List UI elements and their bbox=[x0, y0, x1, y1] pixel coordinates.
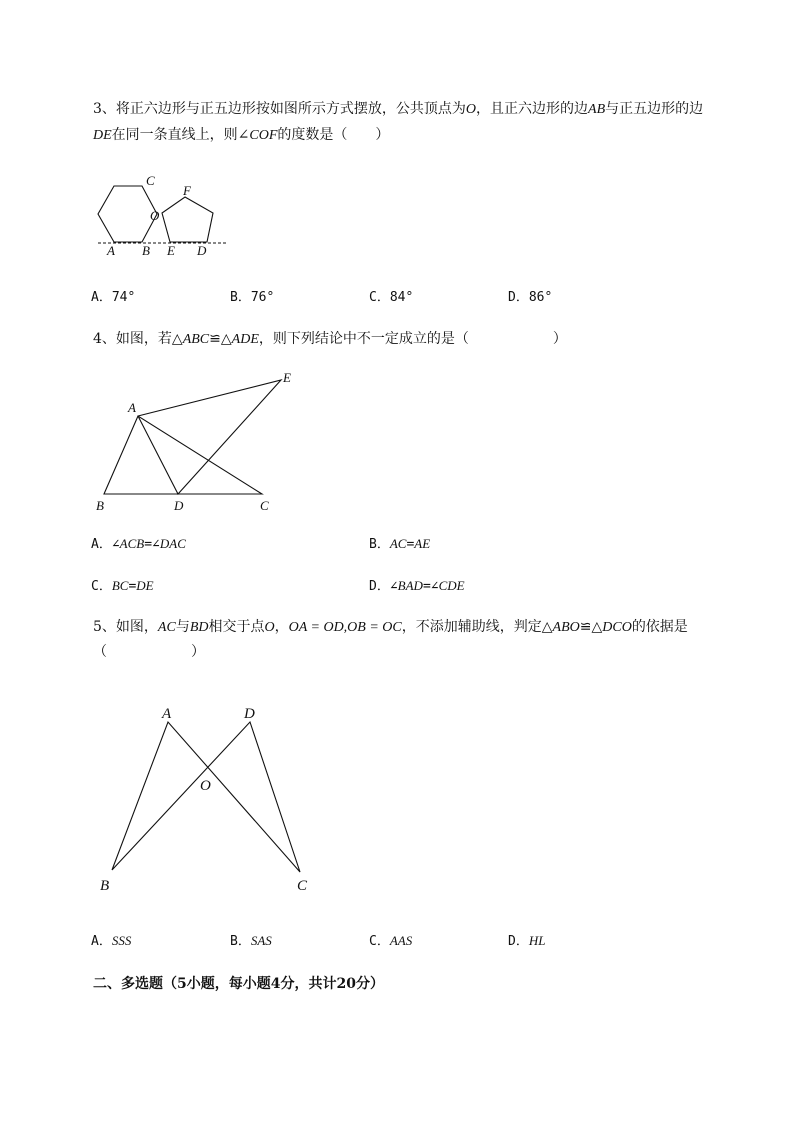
q5-triangle-dco: DCO bbox=[602, 620, 632, 635]
option-prefix: A． bbox=[91, 934, 112, 949]
q3-figure bbox=[90, 170, 240, 265]
q4-text: ，则下列结论中不一定成立的是（ ） bbox=[258, 331, 567, 347]
q5-text: ，不添加辅助线，判定△ bbox=[401, 619, 553, 635]
q3-text: 与正五边形的边 bbox=[605, 101, 704, 117]
label-b: B bbox=[142, 243, 150, 258]
q4-triangle-abc: ABC bbox=[182, 332, 210, 347]
label-b: B bbox=[96, 498, 104, 513]
q4-triangle-ade: ADE bbox=[231, 332, 259, 347]
q3-number: 3、 bbox=[93, 101, 116, 117]
option-prefix: D．∠ bbox=[369, 579, 398, 594]
segment: DE bbox=[136, 578, 154, 593]
triangle-ade bbox=[138, 380, 281, 494]
zigzag-lines bbox=[112, 722, 300, 872]
angle: CDE bbox=[438, 578, 465, 593]
q3-option-a[interactable]: A．74° bbox=[91, 290, 136, 305]
q4-option-d[interactable] bbox=[369, 577, 465, 596]
q5-segment-bd: BD bbox=[189, 620, 209, 635]
q5-option-d[interactable] bbox=[508, 932, 545, 951]
q3-segment-ab: AB bbox=[588, 102, 606, 117]
q3-option-c[interactable]: C．84° bbox=[369, 290, 414, 305]
label-c: C bbox=[146, 173, 155, 188]
label-d: D bbox=[174, 498, 184, 513]
label-e: E bbox=[167, 243, 175, 258]
q5-point-o: O bbox=[264, 620, 275, 635]
option-value: AAS bbox=[389, 933, 413, 948]
q4-line1 bbox=[93, 329, 567, 350]
q5-condition: OA = OD,OB = OC bbox=[288, 620, 402, 635]
q4-number: 4、 bbox=[93, 331, 116, 347]
label-b: B bbox=[100, 878, 110, 894]
q3-angle-cof: COF bbox=[249, 128, 278, 143]
angle: ACB bbox=[119, 536, 145, 551]
angle: DAC bbox=[159, 536, 186, 551]
label-f: F bbox=[183, 183, 191, 198]
q5-text: 的依据是 bbox=[631, 619, 688, 635]
label-c: C bbox=[260, 498, 269, 513]
label-a: A bbox=[107, 243, 115, 258]
q5-figure bbox=[90, 698, 330, 898]
q3-option-d[interactable]: D．86° bbox=[508, 290, 553, 305]
q5-text: ， bbox=[274, 619, 289, 635]
q4-option-b[interactable] bbox=[369, 535, 430, 554]
q3-option-b[interactable]: B．76° bbox=[230, 290, 275, 305]
q5-option-a[interactable] bbox=[91, 932, 131, 951]
q4-option-c[interactable] bbox=[91, 577, 154, 596]
q5-text: 如图， bbox=[115, 619, 158, 635]
q5-triangle-abo: ABO bbox=[552, 620, 580, 635]
segment: AE bbox=[414, 536, 431, 551]
equals: =∠ bbox=[144, 537, 160, 552]
label-e: E bbox=[283, 370, 291, 385]
segment: AC bbox=[389, 536, 407, 551]
label-d: D bbox=[244, 706, 255, 722]
q5-text: 与 bbox=[175, 619, 190, 635]
option-prefix: C． bbox=[369, 934, 390, 949]
equals: = bbox=[406, 537, 415, 552]
q5-number: 5、 bbox=[93, 619, 116, 635]
label-o: O bbox=[200, 778, 211, 794]
option-value: SSS bbox=[111, 933, 132, 948]
option-prefix: C． bbox=[91, 579, 112, 594]
angle: BAD bbox=[397, 578, 423, 593]
q4-figure bbox=[90, 366, 300, 516]
q4-option-a[interactable] bbox=[91, 535, 186, 554]
q5-line1 bbox=[93, 617, 688, 638]
option-prefix: A．∠ bbox=[91, 537, 120, 552]
q3-text: 将正六边形与正五边形按如图所示方式摆放，公共顶点为 bbox=[115, 101, 466, 117]
segment: BC bbox=[111, 578, 129, 593]
q5-congruent: ≌△ bbox=[579, 619, 603, 635]
equals: = bbox=[128, 579, 137, 594]
option-prefix: B． bbox=[230, 934, 251, 949]
q5-text: 相交于点 bbox=[208, 619, 265, 635]
hexagon bbox=[98, 186, 157, 242]
q5-segment-ac: AC bbox=[157, 620, 176, 635]
label-d: D bbox=[197, 243, 207, 258]
option-prefix: D． bbox=[508, 934, 529, 949]
q3-text: 的度数是（ ） bbox=[277, 127, 390, 143]
option-value: HL bbox=[528, 933, 546, 948]
q3-text: ，且正六边形的边 bbox=[476, 101, 589, 117]
label-a: A bbox=[162, 706, 172, 722]
label-o: O bbox=[150, 208, 160, 223]
q3-point-o: O bbox=[465, 102, 477, 117]
option-prefix: B． bbox=[369, 537, 390, 552]
q5-option-c[interactable] bbox=[369, 932, 412, 951]
q4-text: 如图，若△ bbox=[115, 331, 183, 347]
q5-line2: （ ） bbox=[93, 644, 205, 660]
label-a: A bbox=[128, 400, 136, 415]
label-c: C bbox=[297, 878, 308, 894]
pentagon bbox=[162, 197, 213, 242]
q3-line2 bbox=[93, 125, 389, 146]
q3-segment-de: DE bbox=[93, 128, 112, 143]
section-heading: 二、多选题（5小题，每小题4分，共计20分） bbox=[93, 976, 384, 992]
q3-line1 bbox=[93, 99, 703, 120]
q3-text: 在同一条直线上，则∠ bbox=[111, 127, 250, 143]
option-value: SAS bbox=[250, 933, 272, 948]
q4-congruent: ≌△ bbox=[209, 331, 232, 347]
equals: =∠ bbox=[422, 579, 439, 594]
q5-option-b[interactable] bbox=[230, 932, 272, 951]
